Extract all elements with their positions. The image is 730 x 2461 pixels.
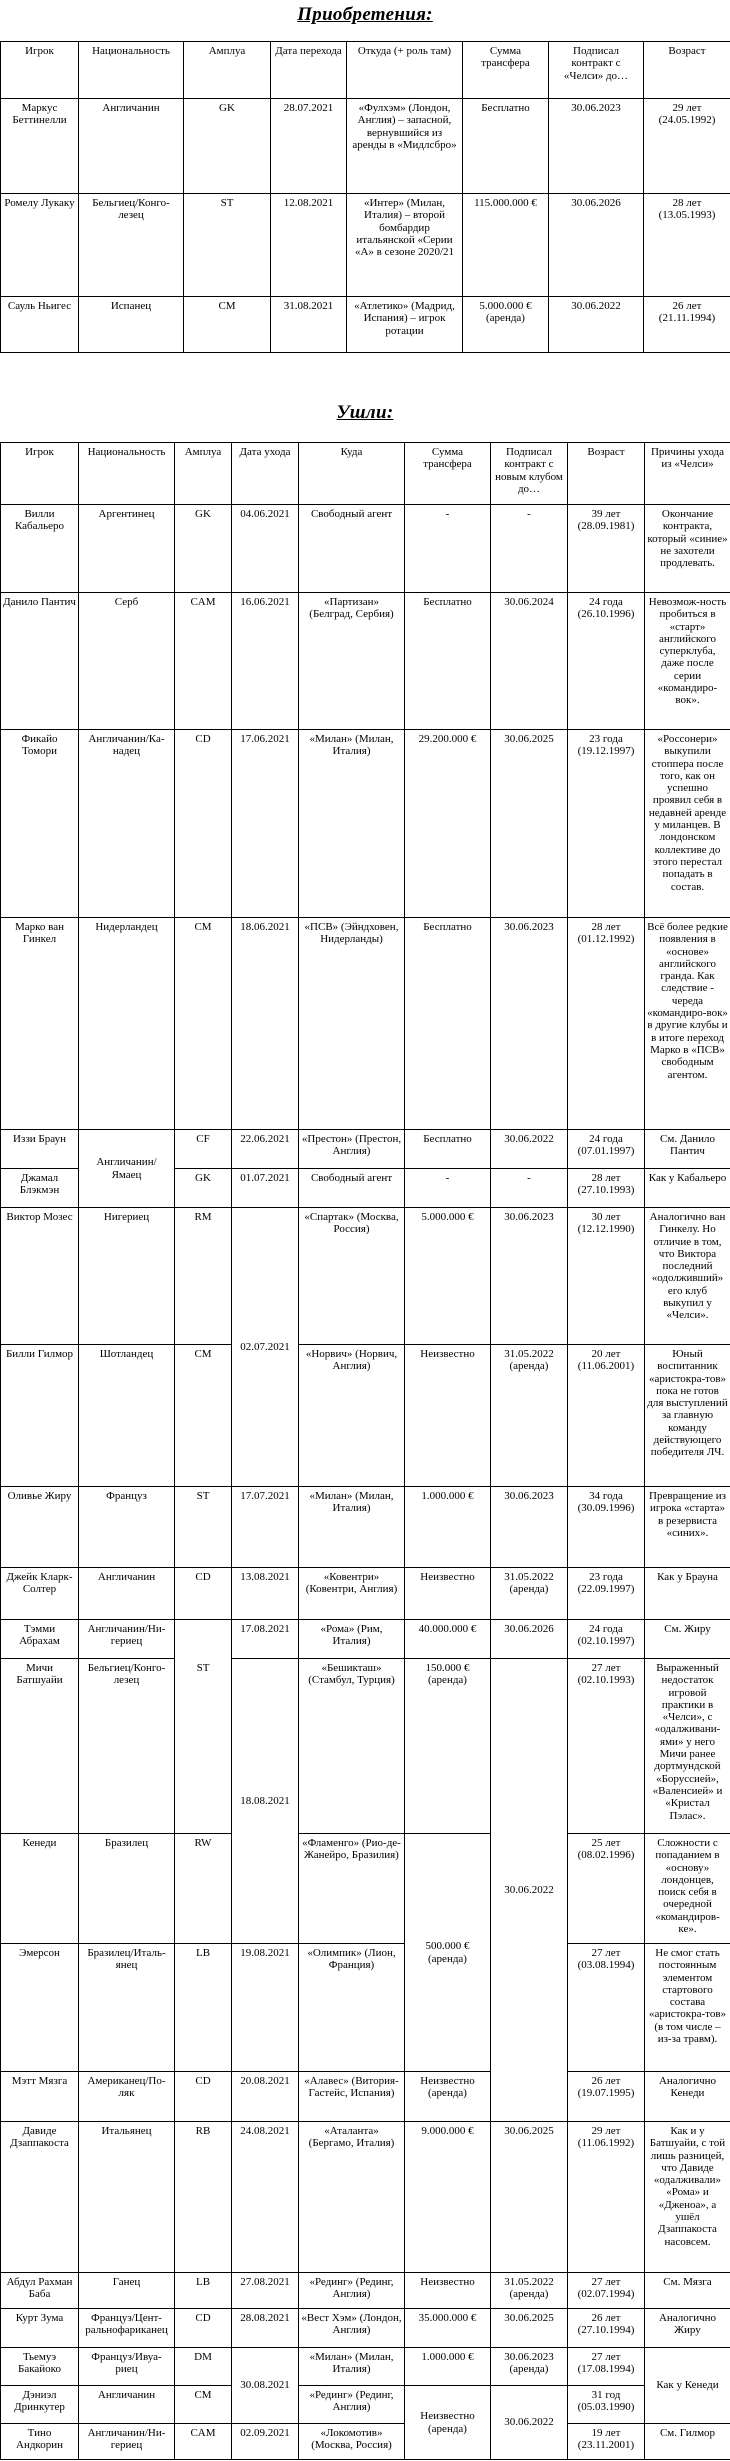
cell-departure-reason: Не смог стать постоянным элементом стартового состава «аристокра-тов» (в том числе – из-за травм).	[645, 1944, 730, 2072]
cell-transfer-fee: Бесплатно	[405, 593, 491, 730]
cell-player: Давиде Дзаппакоста	[1, 2122, 79, 2273]
cell-departure-reason: См. Жиру	[645, 1620, 730, 1659]
cell-contract-until: 31.05.2022 (аренда)	[491, 1568, 568, 1620]
cell-age: 27 лет (02.10.1993)	[568, 1659, 645, 1834]
cell-contract-until: 30.06.2026	[549, 194, 644, 297]
cell-departure-reason: Как и у Батшуайи, с той лишь разницей, что Давиде «одалживали» «Рома» и «Дженоа», а ушёл Дзаппакоста насовсем.	[645, 2122, 730, 2273]
cell-player: Маркус Беттинелли	[1, 99, 79, 194]
cell-contract-until: 30.06.2022	[491, 1659, 568, 2122]
cell-player: Курт Зума	[1, 2309, 79, 2348]
cell-age: 28 лет (01.12.1992)	[568, 918, 645, 1130]
cell-contract-until: 30.06.2024	[491, 593, 568, 730]
cell-age: 27 лет (02.07.1994)	[568, 2273, 645, 2309]
cell-nationality: Англичанин	[79, 99, 184, 194]
cell-contract-until: 30.06.2022	[549, 297, 644, 353]
cell-transfer-fee: Неизвестно (аренда)	[405, 2072, 491, 2122]
table-row	[1, 1834, 730, 1944]
column-header-transfer-date: Дата перехода	[271, 42, 347, 99]
column-header-contract-until: Подписал контракт с «Челси» до…	[549, 42, 644, 99]
table-row	[1, 1130, 730, 1169]
table-row	[1, 99, 730, 194]
cell-age: 23 года (22.09.1997)	[568, 1568, 645, 1620]
cell-destination: «Рединг» (Рединг, Англия)	[299, 2386, 405, 2424]
cell-transfer-fee: 9.000.000 €	[405, 2122, 491, 2273]
cell-player: Данило Пантич	[1, 593, 79, 730]
cell-departure-reason: Невозмож-ность пробиться в «старт» английского суперклуба, даже после серии «командиро-вок».	[645, 593, 730, 730]
table-row	[1, 1345, 730, 1487]
cell-transfer-fee: 5.000.000 € (аренда)	[463, 297, 549, 353]
cell-transfer-fee: 29.200.000 €	[405, 730, 491, 918]
cell-transfer-fee: 5.000.000 €	[405, 1208, 491, 1345]
column-header-contract-until: Подписал контракт с новым клубом до…	[491, 443, 568, 505]
cell-departure-reason: Превращение из игрока «старта» в резервиста «синих».	[645, 1487, 730, 1568]
cell-contract-until: 31.05.2022 (аренда)	[491, 1345, 568, 1487]
cell-player: Тэмми Абрахам	[1, 1620, 79, 1659]
cell-age: 27 лет (03.08.1994)	[568, 1944, 645, 2072]
table-row	[1, 1620, 730, 1659]
cell-player: Оливье Жиру	[1, 1487, 79, 1568]
cell-player: Абдул Рахман Баба	[1, 2273, 79, 2309]
cell-player: Фикайо Томори	[1, 730, 79, 918]
cell-transfer-fee: 500.000 € (аренда)	[405, 1834, 491, 2072]
cell-position: CD	[175, 2072, 232, 2122]
cell-departure-reason: См. Гилмор	[645, 2424, 730, 2460]
cell-transfer-fee: 1.000.000 €	[405, 1487, 491, 1568]
cell-transfer-fee: Неизвестно (аренда)	[405, 2386, 491, 2460]
table-row	[1, 2072, 730, 2122]
cell-age: 34 года (30.09.1996)	[568, 1487, 645, 1568]
cell-contract-until: 30.06.2025	[491, 2309, 568, 2348]
cell-player: Ромелу Лукаку	[1, 194, 79, 297]
cell-nationality: Итальянец	[79, 2122, 175, 2273]
cell-position: CD	[175, 1568, 232, 1620]
cell-destination: «Престон» (Престон, Англия)	[299, 1130, 405, 1169]
cell-departure-date: 01.07.2021	[232, 1169, 299, 1208]
cell-departure-date: 17.06.2021	[232, 730, 299, 918]
cell-age: 28 лет (27.10.1993)	[568, 1169, 645, 1208]
cell-departure-reason: Аналогично Жиру	[645, 2309, 730, 2348]
column-header-departure-date: Дата ухода	[232, 443, 299, 505]
cell-departure-reason: Как у Кабальеро	[645, 1169, 730, 1208]
cell-contract-until: 30.06.2023	[491, 1208, 568, 1345]
cell-position: RW	[175, 1834, 232, 1944]
cell-position: CM	[175, 2386, 232, 2424]
cell-destination: «Фламенго» (Рио-де-Жанейро, Бразилия)	[299, 1834, 405, 1944]
column-header-age: Возраст	[568, 443, 645, 505]
cell-departure-reason: «Россонери» выкупили стоппера после того, как он успешно проявил себя в недавней аренде у миланцев. В лондонском коллективе до этого перестал попадать в состав.	[645, 730, 730, 918]
cell-position: RB	[175, 2122, 232, 2273]
cell-player: Вилли Кабальеро	[1, 505, 79, 593]
cell-destination: «Бешикташ» (Стамбул, Турция)	[299, 1659, 405, 1834]
table-row	[1, 2273, 730, 2309]
table-row	[1, 730, 730, 918]
cell-departure-date: 19.08.2021	[232, 1944, 299, 2072]
cell-destination: «Милан» (Милан, Италия)	[299, 2348, 405, 2386]
cell-player: Джамал Блэкмэн	[1, 1169, 79, 1208]
cell-from-club: «Интер» (Милан, Италия) – второй бомбардир итальянской «Серии «А» в сезоне 2020/21	[347, 194, 463, 297]
cell-nationality: Англичанин/ Ямаец	[79, 1130, 175, 1208]
cell-contract-until: 30.06.2025	[491, 730, 568, 918]
cell-destination: «Рединг» (Рединг, Англия)	[299, 2273, 405, 2309]
cell-age: 25 лет (08.02.1996)	[568, 1834, 645, 1944]
cell-position: GK	[175, 505, 232, 593]
cell-departure-reason: Аналогично ван Гинкелу. Но отличие в том, что Виктора последний «одолживший» его клуб выкупил у «Челси».	[645, 1208, 730, 1345]
departures-table	[0, 442, 730, 2460]
cell-nationality: Серб	[79, 593, 175, 730]
table-row	[1, 2122, 730, 2273]
cell-position: RM	[175, 1208, 232, 1345]
cell-age: 24 года (07.01.1997)	[568, 1130, 645, 1169]
column-header-transfer-fee: Сумма трансфера	[405, 443, 491, 505]
table-header-row	[1, 443, 730, 505]
cell-position: ST	[175, 1487, 232, 1568]
cell-from-club: «Фулхэм» (Лондон, Англия) – запасной, вернувшийся из аренды в «Мидлсбро»	[347, 99, 463, 194]
cell-nationality: Англичанин/Ни-гериец	[79, 1620, 175, 1659]
cell-departure-date: 18.08.2021	[232, 1659, 299, 1944]
cell-position: CM	[184, 297, 271, 353]
cell-contract-until: 30.06.2022	[491, 1130, 568, 1169]
cell-departure-date: 27.08.2021	[232, 2273, 299, 2309]
cell-departure-date: 18.06.2021	[232, 918, 299, 1130]
cell-departure-reason: Всё более редкие появления в «основе» английского гранда. Как следствие - череда «командиро-вок» в другие клубы и в итоге переход Марко в «ПСВ» свободным агентом.	[645, 918, 730, 1130]
cell-age: 28 лет (13.05.1993)	[644, 194, 730, 297]
cell-age: 26 лет (19.07.1995)	[568, 2072, 645, 2122]
cell-departure-reason: Выраженный недостаток игровой практики в «Челси», с «одалживани-ями» у него Мичи ранее дортмундской «Боруссией», «Валенсией» и «Кристал Пэлас».	[645, 1659, 730, 1834]
cell-position: GK	[175, 1169, 232, 1208]
cell-destination: «Алавес» (Витория-Гастейс, Испания)	[299, 2072, 405, 2122]
cell-contract-until: -	[491, 505, 568, 593]
table-row	[1, 194, 730, 297]
acquisitions-table	[0, 41, 730, 353]
cell-nationality: Англичанин/Ка-надец	[79, 730, 175, 918]
column-header-nationality: Национальность	[79, 443, 175, 505]
cell-departure-date: 02.09.2021	[232, 2424, 299, 2460]
cell-position: LB	[175, 1944, 232, 2072]
cell-transfer-fee: 150.000 € (аренда)	[405, 1659, 491, 1834]
cell-departure-date: 28.08.2021	[232, 2309, 299, 2348]
cell-from-club: «Атлетико» (Мадрид, Испания) – игрок ротации	[347, 297, 463, 353]
acquisitions-title: Приобретения:	[297, 4, 433, 25]
cell-player: Иззи Браун	[1, 1130, 79, 1169]
cell-nationality: Англичанин	[79, 2386, 175, 2424]
cell-nationality: Бразилец	[79, 1834, 175, 1944]
cell-departure-date: 20.08.2021	[232, 2072, 299, 2122]
cell-departure-reason: Окончание контракта, который «синие» не захотели продлевать.	[645, 505, 730, 593]
cell-age: 19 лет (23.11.2001)	[568, 2424, 645, 2460]
cell-nationality: Ганец	[79, 2273, 175, 2309]
cell-destination: «Спартак» (Москва, Россия)	[299, 1208, 405, 1345]
departures-title: Ушли:	[336, 402, 394, 423]
cell-departure-reason: Юный воспитанник «аристокра-тов» пока не готов для выступлений за главную команду действующего победителя ЛЧ.	[645, 1345, 730, 1487]
cell-departure-date: 16.06.2021	[232, 593, 299, 730]
cell-nationality: Американец/По-ляк	[79, 2072, 175, 2122]
cell-position: ST	[175, 1620, 232, 1834]
cell-destination: «Партизан» (Белград, Сербия)	[299, 593, 405, 730]
cell-contract-until: 30.06.2025	[491, 2122, 568, 2273]
cell-destination: «Норвич» (Норвич, Англия)	[299, 1345, 405, 1487]
cell-nationality: Аргентинец	[79, 505, 175, 593]
cell-destination: «Милан» (Милан, Италия)	[299, 1487, 405, 1568]
cell-destination: «Милан» (Милан, Италия)	[299, 730, 405, 918]
cell-player: Марко ван Гинкел	[1, 918, 79, 1130]
column-header-departure-reason: Причины ухода из «Челси»	[645, 443, 730, 505]
cell-departure-date: 30.08.2021	[232, 2348, 299, 2424]
column-header-transfer-fee: Сумма трансфера	[463, 42, 549, 99]
cell-contract-until: 30.06.2022	[491, 2386, 568, 2460]
cell-transfer-fee: -	[405, 1169, 491, 1208]
column-header-player: Игрок	[1, 42, 79, 99]
cell-player: Сауль Ньигес	[1, 297, 79, 353]
table-row	[1, 505, 730, 593]
cell-player: Билли Гилмор	[1, 1345, 79, 1487]
cell-destination: Свободный агент	[299, 1169, 405, 1208]
column-header-destination: Куда	[299, 443, 405, 505]
cell-transfer-date: 31.08.2021	[271, 297, 347, 353]
cell-transfer-fee: Бесплатно	[405, 1130, 491, 1169]
cell-departure-date: 13.08.2021	[232, 1568, 299, 1620]
cell-destination: «Аталанта» (Бергамо, Италия)	[299, 2122, 405, 2273]
cell-position: CM	[175, 918, 232, 1130]
table-row	[1, 593, 730, 730]
cell-nationality: Англичанин/Ни-гериец	[79, 2424, 175, 2460]
cell-age: 29 лет (11.06.1992)	[568, 2122, 645, 2273]
cell-nationality: Бельгиец/Конго-лезец	[79, 194, 184, 297]
cell-transfer-fee: Бесплатно	[463, 99, 549, 194]
cell-contract-until: 30.06.2026	[491, 1620, 568, 1659]
cell-age: 30 лет (12.12.1990)	[568, 1208, 645, 1345]
cell-departure-date: 22.06.2021	[232, 1130, 299, 1169]
cell-transfer-fee: Бесплатно	[405, 918, 491, 1130]
table-row	[1, 2386, 730, 2424]
cell-position: CM	[175, 1345, 232, 1487]
cell-age: 24 года (02.10.1997)	[568, 1620, 645, 1659]
cell-destination: «Рома» (Рим, Италия)	[299, 1620, 405, 1659]
cell-age: 27 лет (17.08.1994)	[568, 2348, 645, 2386]
cell-player: Эмерсон	[1, 1944, 79, 2072]
cell-transfer-fee: Неизвестно	[405, 2273, 491, 2309]
column-header-from-club: Откуда (+ роль там)	[347, 42, 463, 99]
cell-destination: «Локомотив» (Москва, Россия)	[299, 2424, 405, 2460]
cell-player: Виктор Мозес	[1, 1208, 79, 1345]
column-header-position: Амплуа	[175, 443, 232, 505]
cell-transfer-date: 12.08.2021	[271, 194, 347, 297]
cell-departure-reason: См. Данило Пантич	[645, 1130, 730, 1169]
cell-departure-reason: Как у Брауна	[645, 1568, 730, 1620]
cell-transfer-fee: -	[405, 505, 491, 593]
cell-age: 20 лет (11.06.2001)	[568, 1345, 645, 1487]
cell-age: 31 год (05.03.1990)	[568, 2386, 645, 2424]
cell-nationality: Шотландец	[79, 1345, 175, 1487]
cell-transfer-date: 28.07.2021	[271, 99, 347, 194]
cell-departure-date: 17.08.2021	[232, 1620, 299, 1659]
cell-nationality: Бразилец/Италь-янец	[79, 1944, 175, 2072]
cell-nationality: Француз	[79, 1487, 175, 1568]
table-header-row	[1, 42, 730, 99]
table-row	[1, 1944, 730, 2072]
cell-contract-until: 30.06.2023	[491, 1487, 568, 1568]
cell-departure-reason: Сложности с попаданием в «основу» лондонцев, поиск себя в очередной «командиров-ке».	[645, 1834, 730, 1944]
table-row	[1, 918, 730, 1130]
table-row	[1, 2348, 730, 2386]
cell-destination: «Олимпик» (Лион, Франция)	[299, 1944, 405, 2072]
cell-age: 39 лет (28.09.1981)	[568, 505, 645, 593]
cell-nationality: Нидерландец	[79, 918, 175, 1130]
cell-departure-reason: Аналогично Кенеди	[645, 2072, 730, 2122]
column-header-age: Возраст	[644, 42, 730, 99]
cell-transfer-fee: 35.000.000 €	[405, 2309, 491, 2348]
table-row	[1, 1659, 730, 1834]
cell-destination: «Вест Хэм» (Лондон, Англия)	[299, 2309, 405, 2348]
cell-departure-reason: Как у Кенеди	[645, 2348, 730, 2424]
cell-departure-date: 04.06.2021	[232, 505, 299, 593]
cell-player: Тино Андкорин	[1, 2424, 79, 2460]
cell-transfer-fee: 1.000.000 €	[405, 2348, 491, 2386]
table-row	[1, 1568, 730, 1620]
cell-age: 23 года (19.12.1997)	[568, 730, 645, 918]
cell-position: CAM	[175, 2424, 232, 2460]
cell-transfer-fee: 40.000.000 €	[405, 1620, 491, 1659]
cell-player: Кенеди	[1, 1834, 79, 1944]
cell-player: Мичи Батшуайи	[1, 1659, 79, 1834]
cell-contract-until: -	[491, 1169, 568, 1208]
cell-position: GK	[184, 99, 271, 194]
table-row	[1, 1208, 730, 1345]
cell-nationality: Бельгиец/Конго-лезец	[79, 1659, 175, 1834]
cell-position: CD	[175, 2309, 232, 2348]
cell-nationality: Француз/Ивуа-риец	[79, 2348, 175, 2386]
cell-position: CAM	[175, 593, 232, 730]
cell-nationality: Англичанин	[79, 1568, 175, 1620]
cell-player: Дэниэл Дринкутер	[1, 2386, 79, 2424]
cell-contract-until: 30.06.2023	[491, 918, 568, 1130]
cell-destination: Свободный агент	[299, 505, 405, 593]
cell-departure-date: 17.07.2021	[232, 1487, 299, 1568]
cell-nationality: Испанец	[79, 297, 184, 353]
cell-transfer-fee: 115.000.000 €	[463, 194, 549, 297]
cell-contract-until: 31.05.2022 (аренда)	[491, 2273, 568, 2309]
cell-nationality: Нигериец	[79, 1208, 175, 1345]
table-row	[1, 1487, 730, 1568]
cell-destination: «Ковентри» (Ковентри, Англия)	[299, 1568, 405, 1620]
cell-transfer-fee: Неизвестно	[405, 1345, 491, 1487]
table-row	[1, 297, 730, 353]
cell-age: 26 лет (21.11.1994)	[644, 297, 730, 353]
column-header-position: Амплуа	[184, 42, 271, 99]
cell-age: 24 года (26.10.1996)	[568, 593, 645, 730]
cell-contract-until: 30.06.2023 (аренда)	[491, 2348, 568, 2386]
cell-position: CF	[175, 1130, 232, 1169]
cell-position: ST	[184, 194, 271, 297]
cell-destination: «ПСВ» (Эйндховен, Нидерланды)	[299, 918, 405, 1130]
cell-position: LB	[175, 2273, 232, 2309]
cell-player: Тьемуэ Бакайоко	[1, 2348, 79, 2386]
cell-player: Мэтт Мязга	[1, 2072, 79, 2122]
cell-position: DM	[175, 2348, 232, 2386]
cell-nationality: Француз/Цент-ральнофариканец	[79, 2309, 175, 2348]
cell-departure-date: 02.07.2021	[232, 1208, 299, 1487]
cell-age: 29 лет (24.05.1992)	[644, 99, 730, 194]
cell-contract-until: 30.06.2023	[549, 99, 644, 194]
cell-age: 26 лет (27.10.1994)	[568, 2309, 645, 2348]
table-row	[1, 2309, 730, 2348]
cell-position: CD	[175, 730, 232, 918]
cell-player: Джейк Кларк-Солтер	[1, 1568, 79, 1620]
column-header-player: Игрок	[1, 443, 79, 505]
cell-transfer-fee: Неизвестно	[405, 1568, 491, 1620]
table-row	[1, 2424, 730, 2460]
cell-departure-date: 24.08.2021	[232, 2122, 299, 2273]
cell-departure-reason: См. Мязга	[645, 2273, 730, 2309]
column-header-nationality: Национальность	[79, 42, 184, 99]
